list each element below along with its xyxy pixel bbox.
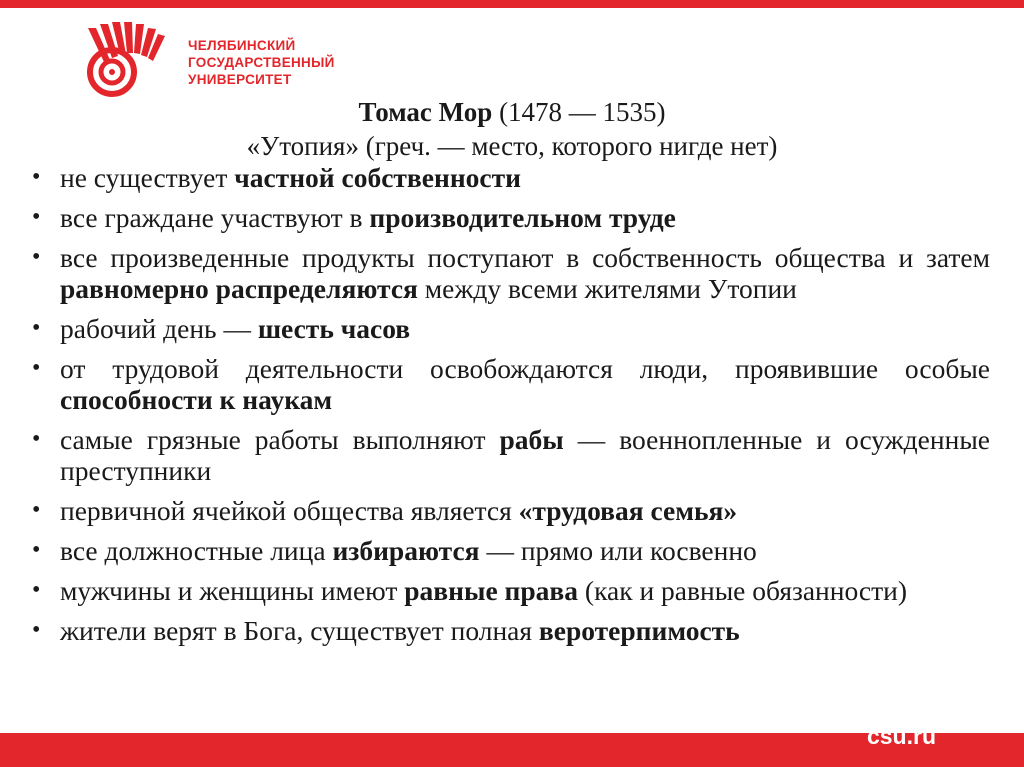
logo-emblem-icon: [76, 20, 176, 100]
item-text: — прямо или косвенно: [479, 535, 757, 566]
author-name: Томас Мор: [358, 97, 493, 127]
item-emphasis: «трудовая семья»: [518, 495, 738, 526]
item-text: жители верят в Бога, существует полная: [60, 615, 539, 646]
logo-line: УНИВЕРСИТЕТ: [188, 72, 292, 87]
list-item: [30, 535, 990, 566]
title-line: [0, 95, 1024, 129]
logo-line: ЧЕЛЯБИНСКИЙ: [188, 38, 296, 53]
slide-title: [0, 95, 1024, 163]
list-item: [30, 424, 990, 486]
author-years: (1478 — 1535): [492, 97, 666, 127]
list-item: [30, 162, 990, 193]
bullet-icon: •: [32, 497, 41, 523]
list-item: [30, 615, 990, 646]
bullet-icon: •: [32, 244, 41, 270]
item-text: от трудовой деятельности освобождаются люди, проявившие особые: [60, 353, 990, 384]
item-text: все произведенные продукты поступают в собственность общества и затем: [60, 242, 990, 273]
item-text: первичной ячейкой общества является: [60, 495, 519, 526]
bullet-icon: •: [32, 577, 41, 603]
item-emphasis: шесть часов: [257, 313, 411, 344]
item-emphasis: веротерпимость: [538, 615, 740, 646]
item-text: все граждане участвуют в: [60, 202, 370, 233]
top-accent-bar: [0, 0, 1024, 8]
item-emphasis: частной собственности: [234, 162, 521, 193]
list-item: [30, 242, 990, 304]
bullet-icon: •: [32, 617, 41, 643]
list-item: [30, 353, 990, 415]
list-item: [30, 313, 990, 344]
bullet-list: [30, 162, 990, 655]
item-emphasis: избираются: [332, 535, 480, 566]
list-item: [30, 575, 990, 606]
bullet-icon: •: [32, 426, 41, 452]
item-text: (как и равные обязанности): [578, 575, 907, 606]
item-emphasis: равные права: [404, 575, 579, 606]
item-emphasis: производительном труде: [369, 202, 676, 233]
bullet-icon: •: [32, 164, 41, 190]
bullet-icon: •: [32, 537, 41, 563]
item-text: рабочий день —: [60, 313, 258, 344]
item-text: самые грязные работы выполняют: [60, 424, 500, 455]
list-item: [30, 202, 990, 233]
bullet-icon: •: [32, 355, 41, 381]
site-url: csu.ru: [866, 723, 936, 749]
title-subtitle: «Утопия» (греч. — место, которого нигде нет): [246, 131, 778, 161]
item-text: не существует: [60, 162, 235, 193]
bullet-icon: •: [32, 315, 41, 341]
list-item: [30, 495, 990, 526]
bullet-icon: •: [32, 204, 41, 230]
item-text: все должностные лица: [60, 535, 333, 566]
item-text: мужчины и женщины имеют: [60, 575, 405, 606]
item-emphasis: рабы: [499, 424, 564, 455]
item-emphasis: способности к наукам: [60, 384, 333, 415]
university-logo: [76, 20, 396, 100]
logo-text: [188, 37, 335, 88]
item-text: — военнопленные и осужденные преступники: [60, 424, 990, 486]
item-emphasis: равномерно распределяются: [60, 273, 418, 304]
logo-line: ГОСУДАРСТВЕННЫЙ: [188, 55, 335, 70]
item-text: между всеми жителями Утопии: [417, 273, 797, 304]
